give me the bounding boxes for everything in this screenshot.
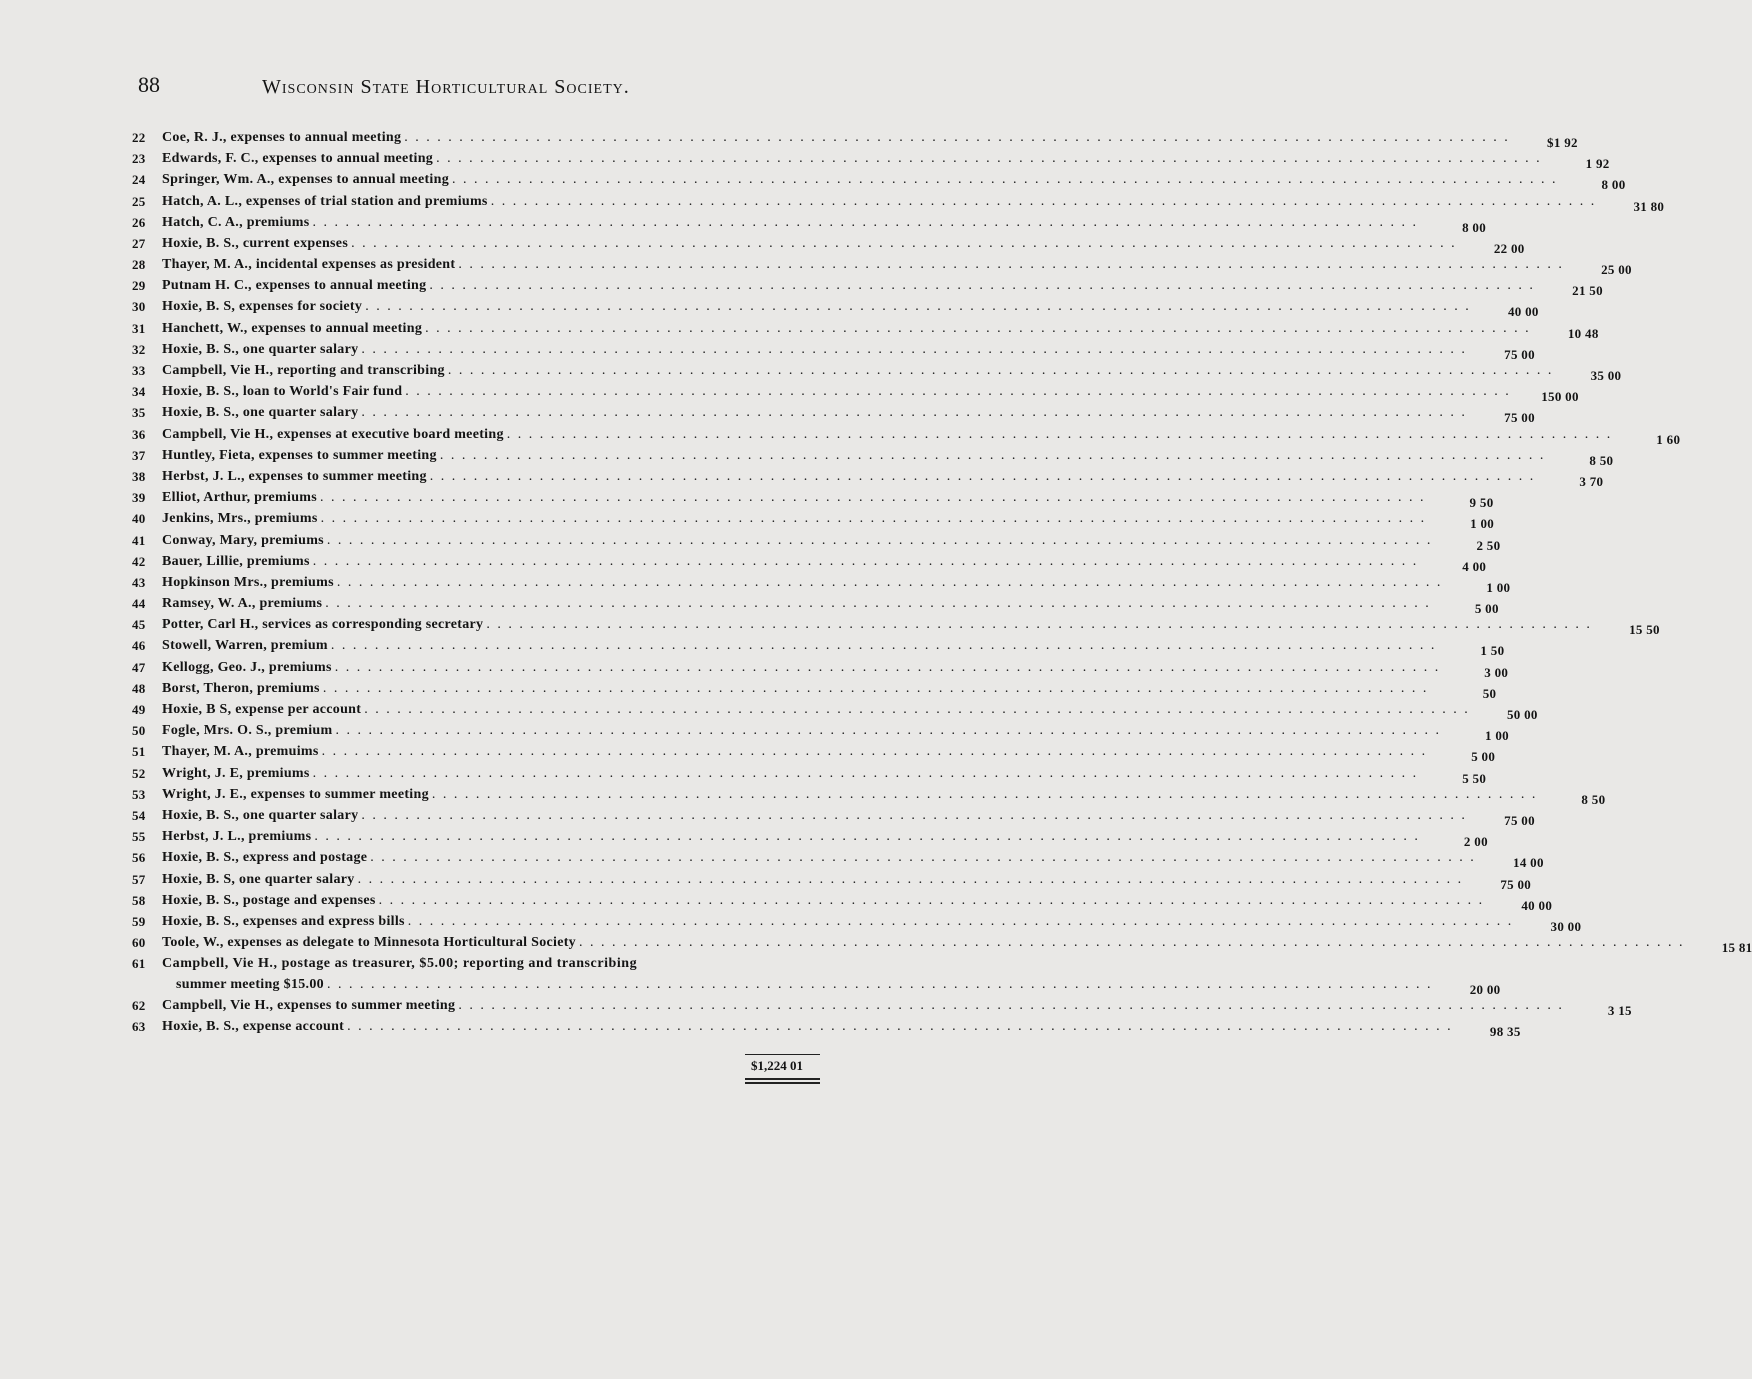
ledger-row — [124, 318, 1599, 341]
ledger-row — [124, 191, 1665, 214]
entry-description: Hoxie, B. S., express and postage — [162, 850, 368, 866]
ledger-row — [124, 530, 1501, 553]
entry-amount: 3 70 — [1579, 473, 1604, 489]
entry-number: 62 — [132, 998, 146, 1014]
dot-leader — [491, 191, 1597, 212]
entry-description: Fogle, Mrs. O. S., premium — [162, 723, 333, 739]
entry-amount: 9 50 — [1469, 495, 1494, 511]
entry-number: 22 — [132, 129, 146, 145]
ledger-row — [124, 233, 1525, 256]
ledger-row — [124, 360, 1622, 384]
entry-description: Campbell, Vie H., reporting and transcribing — [162, 363, 445, 379]
entry-amount: 3 15 — [1607, 1003, 1632, 1019]
page-header — [138, 72, 726, 102]
dot-leader — [347, 1016, 1453, 1037]
dot-leader — [429, 275, 1535, 296]
entry-amount: 4 00 — [1462, 558, 1487, 574]
total-double-rule-lower — [745, 1082, 820, 1084]
dot-leader — [440, 445, 1546, 466]
entry-description-wrap — [162, 678, 1436, 699]
dot-leader — [370, 847, 1476, 868]
dot-leader — [448, 360, 1554, 381]
entry-number: 43 — [132, 574, 146, 590]
entry-number: 42 — [132, 553, 146, 569]
entry-amount: $1 92 — [1547, 134, 1578, 150]
dot-leader — [313, 551, 1419, 572]
dot-leader — [337, 572, 1443, 593]
entry-number: 44 — [132, 596, 146, 612]
entry-amount: 40 00 — [1507, 304, 1539, 320]
entry-description: Stowell, Warren, premium — [162, 638, 328, 654]
entry-description-wrap — [162, 784, 1545, 805]
dot-leader — [313, 763, 1419, 784]
ledger-row — [124, 657, 1509, 680]
dot-leader — [321, 508, 1427, 529]
entry-description-wrap — [162, 318, 1539, 339]
ledger-row — [124, 784, 1606, 807]
ledger-row — [124, 508, 1495, 532]
entry-number: 41 — [132, 532, 146, 548]
entry-description-wrap — [162, 953, 1440, 995]
dot-leader — [379, 890, 1485, 911]
ledger-row — [124, 953, 1501, 998]
entry-description-line2: summer meeting $15.00 — [176, 977, 324, 993]
ledger-row — [124, 826, 1488, 850]
entry-amount: 10 48 — [1567, 325, 1599, 341]
entry-description-wrap — [162, 212, 1426, 233]
dot-leader — [361, 402, 1467, 423]
dot-leader — [365, 296, 1471, 317]
entry-description-wrap — [162, 402, 1475, 423]
ledger-row — [124, 593, 1499, 617]
entry-description-wrap — [162, 826, 1428, 847]
entry-number: 61 — [132, 956, 146, 972]
entry-number: 63 — [132, 1019, 146, 1035]
ledger-row — [124, 169, 1626, 193]
entry-amount: 15 81 — [1721, 940, 1752, 956]
entry-number: 29 — [132, 278, 146, 294]
entry-amount: 75 00 — [1500, 876, 1532, 892]
entry-number: 57 — [132, 871, 146, 887]
entry-amount: 1 50 — [1480, 643, 1505, 659]
entry-amount: 20 00 — [1469, 982, 1501, 998]
entry-description: Hoxie, B. S., expense account — [162, 1019, 345, 1035]
entry-description: Hatch, C. A., premiums — [162, 214, 310, 230]
entry-number: 59 — [132, 913, 146, 929]
entry-amount: 21 50 — [1572, 283, 1603, 299]
entry-amount: 1 92 — [1585, 156, 1610, 172]
entry-description-wrap — [162, 508, 1434, 529]
entry-amount: 3 00 — [1484, 664, 1509, 680]
entry-number: 24 — [132, 172, 146, 188]
entry-number: 30 — [132, 299, 146, 315]
entry-description: Toole, W., expenses as delegate to Minnesota Horticultural Society — [162, 935, 576, 951]
entry-description: Hoxie, B. S, one quarter salary — [162, 871, 355, 887]
ledger-row — [124, 720, 1509, 744]
dot-leader — [313, 212, 1419, 233]
entry-amount: 98 35 — [1489, 1024, 1521, 1040]
entry-amount: 14 00 — [1513, 855, 1544, 871]
entry-description: Bauer, Lillie, premiums — [162, 553, 310, 569]
ledger-row — [124, 741, 1496, 765]
dot-leader — [452, 169, 1558, 190]
entry-description: Hoxie, B. S., one quarter salary — [162, 341, 359, 357]
entry-number: 26 — [132, 214, 146, 230]
entry-description-wrap — [162, 932, 1692, 953]
entry-description: Campbell, Vie H., expenses at executive board meeting — [162, 426, 504, 442]
entry-number: 55 — [132, 829, 146, 845]
dot-leader — [335, 657, 1441, 678]
dot-leader — [331, 635, 1437, 656]
entry-description-wrap — [162, 466, 1543, 487]
entry-description-wrap — [162, 148, 1550, 169]
entry-number: 31 — [132, 320, 146, 336]
entry-description: Herbst, J. L., expenses to summer meeting — [162, 468, 427, 484]
dot-leader — [364, 699, 1470, 720]
dot-leader — [507, 424, 1613, 445]
ledger-row — [124, 551, 1487, 574]
entry-amount: 5 50 — [1462, 770, 1487, 786]
entry-description: Huntley, Fieta, expenses to summer meeting — [162, 447, 437, 463]
entry-amount: 2 50 — [1476, 537, 1501, 553]
entry-amount: 1 00 — [1470, 516, 1495, 532]
ledger-row — [124, 869, 1532, 892]
ledger-row — [124, 381, 1579, 405]
entry-description: Hoxie, B. S., postage and expenses — [162, 892, 376, 908]
entry-amount: 150 00 — [1541, 389, 1579, 405]
dot-leader — [486, 614, 1592, 635]
entry-number: 46 — [132, 638, 146, 654]
entry-description: Edwards, F. C., expenses to annual meeting — [162, 151, 434, 167]
entry-description-wrap — [162, 805, 1475, 826]
entry-description: Thayer, M. A., premuims — [162, 744, 319, 760]
entry-number: 34 — [132, 384, 146, 400]
dot-leader — [405, 381, 1511, 402]
entry-description-wrap — [162, 445, 1553, 466]
entry-amount: 8 00 — [1462, 219, 1487, 235]
entry-description: Ramsey, W. A., premiums — [162, 596, 323, 612]
entry-description-wrap — [162, 191, 1604, 212]
entry-amount: 75 00 — [1504, 812, 1535, 828]
entry-amount: 8 50 — [1581, 791, 1606, 807]
ledger-row — [124, 424, 1681, 447]
ledger-row — [124, 847, 1544, 871]
entry-amount: 22 00 — [1493, 240, 1525, 256]
entry-description-wrap — [162, 593, 1439, 614]
entry-description: Hoxie, B. S., one quarter salary — [162, 807, 359, 823]
ledger-row — [124, 212, 1487, 235]
entry-description-wrap — [162, 127, 1518, 148]
entry-description: Potter, Carl H., services as corresponding secretary — [162, 617, 484, 633]
ledger-row — [124, 678, 1497, 701]
dot-leader — [314, 826, 1420, 847]
entry-amount: 5 00 — [1474, 601, 1499, 617]
entry-amount: 1 00 — [1486, 579, 1511, 595]
dot-leader — [430, 466, 1536, 487]
entry-description: Kellogg, Geo. J., premiums — [162, 659, 332, 675]
entry-amount: 1 60 — [1656, 431, 1681, 447]
entry-amount: 75 00 — [1504, 410, 1535, 426]
entry-amount: 35 00 — [1590, 368, 1622, 384]
entry-description: Coe, R. J., expenses to annual meeting — [162, 129, 402, 145]
ledger-row — [124, 297, 1539, 320]
entry-amount: 30 00 — [1550, 918, 1582, 934]
dot-leader — [325, 593, 1431, 614]
entry-number: 45 — [132, 617, 146, 633]
entry-description-wrap — [162, 995, 1572, 1016]
ledger-row — [124, 805, 1535, 828]
entry-description-wrap — [162, 869, 1471, 890]
ledger-row — [124, 148, 1610, 172]
entry-description: Hopkinson Mrs., premiums — [162, 574, 334, 590]
ledger-row — [124, 445, 1614, 468]
dot-leader — [320, 487, 1426, 508]
ledger-row — [124, 402, 1535, 426]
entry-amount: 50 00 — [1506, 707, 1538, 723]
ledger-row — [124, 254, 1632, 278]
entry-description-wrap — [162, 572, 1450, 593]
entry-amount: 15 50 — [1629, 622, 1660, 638]
dot-leader — [335, 720, 1441, 741]
entry-description: Conway, Mary, premiums — [162, 532, 324, 548]
entry-description-wrap — [162, 635, 1444, 656]
ledger-row — [124, 636, 1505, 659]
dot-leader — [579, 932, 1685, 953]
entry-number: 56 — [132, 850, 146, 866]
entry-number: 53 — [132, 786, 146, 802]
entry-number: 33 — [132, 363, 146, 379]
entry-description: Springer, Wm. A., expenses to annual meeting — [162, 172, 449, 188]
dot-leader — [322, 741, 1428, 762]
entry-description-wrap — [162, 424, 1620, 445]
entry-description-wrap — [162, 657, 1448, 678]
entry-amount: 8 50 — [1589, 452, 1614, 468]
entry-number: 48 — [132, 680, 146, 696]
entry-description: Herbst, J. L., premiums — [162, 829, 312, 845]
entry-amount: 25 00 — [1601, 262, 1632, 278]
entry-amount: 2 00 — [1463, 834, 1488, 850]
entry-number: 54 — [132, 807, 146, 823]
running-title: Wisconsin State Horticultural Society. — [262, 76, 630, 98]
entry-amount: 40 00 — [1521, 897, 1553, 913]
entry-description-wrap — [162, 847, 1484, 868]
entry-description-wrap — [162, 530, 1440, 551]
entry-description-wrap — [162, 381, 1519, 402]
entry-description: Wright, J. E, premiums — [162, 765, 310, 781]
entry-number: 52 — [132, 765, 146, 781]
entry-number: 47 — [132, 659, 146, 675]
entry-number: 36 — [132, 426, 146, 442]
entry-description-wrap — [162, 720, 1449, 741]
entry-amount: 5 00 — [1471, 749, 1496, 765]
entry-number: 38 — [132, 468, 146, 484]
entry-number: 60 — [132, 935, 146, 951]
entry-number: 50 — [132, 723, 146, 739]
ledger-row — [124, 890, 1553, 913]
entry-description-wrap — [162, 699, 1478, 720]
entry-description: Hoxie, B. S., current expenses — [162, 235, 349, 251]
dot-leader — [327, 974, 1433, 995]
entry-description-wrap — [162, 296, 1479, 317]
entry-number: 51 — [132, 744, 146, 760]
entry-number: 49 — [132, 702, 146, 718]
entry-description-wrap — [162, 911, 1521, 932]
entry-amount: 75 00 — [1504, 346, 1535, 362]
total-rule-top — [745, 1054, 820, 1055]
entry-description: Wright, J. E., expenses to summer meeting — [162, 786, 429, 802]
ledger-row — [124, 339, 1535, 362]
entry-description-wrap — [162, 360, 1561, 381]
dot-leader — [458, 254, 1564, 275]
entry-number: 32 — [132, 341, 146, 357]
entry-number: 27 — [132, 235, 146, 251]
total-double-rule — [745, 1078, 820, 1080]
entry-description: Putnam H. C., expenses to annual meeting — [162, 278, 427, 294]
ledger-row — [124, 487, 1494, 511]
entry-description-wrap — [162, 254, 1572, 275]
entry-description-wrap — [162, 1016, 1461, 1037]
entry-description-wrap — [162, 551, 1426, 572]
dot-leader — [323, 678, 1429, 699]
entry-description: Borst, Theron, premiums — [162, 680, 320, 696]
entry-description-wrap — [162, 169, 1566, 190]
ledger-row — [124, 1017, 1521, 1040]
entry-description-wrap — [162, 741, 1435, 762]
dot-leader — [432, 784, 1538, 805]
entry-description-wrap — [162, 614, 1600, 635]
entry-amount: 1 00 — [1485, 728, 1509, 744]
ledger-row — [124, 763, 1487, 786]
entry-description-wrap — [162, 890, 1492, 911]
entry-description: Hoxie, B. S., loan to World's Fair fund — [162, 384, 403, 400]
entry-description: Hoxie, B S, expense per account — [162, 702, 362, 718]
dot-leader — [351, 233, 1457, 254]
entry-amount: 8 00 — [1601, 177, 1626, 193]
entry-description: Hanchett, W., expenses to annual meeting — [162, 320, 423, 336]
entry-description-wrap — [162, 233, 1465, 254]
ledger-row — [124, 466, 1604, 489]
entry-number: 28 — [132, 257, 146, 273]
entry-description-wrap — [162, 763, 1426, 784]
entry-description-wrap — [162, 339, 1475, 360]
total-amount: $1,224 01 — [751, 1058, 803, 1073]
entry-description: Campbell, Vie H., postage as treasurer, $5.00; reporting and transcribing — [162, 956, 638, 972]
ledger-row — [124, 699, 1538, 723]
dot-leader — [361, 805, 1467, 826]
dot-leader — [404, 127, 1510, 148]
dot-leader — [436, 148, 1542, 169]
entry-number: 23 — [132, 151, 146, 167]
page-number: 88 — [138, 72, 160, 97]
entry-description: Elliot, Arthur, premiums — [162, 490, 317, 506]
entry-description: Hatch, A. L., expenses of trial station and premiums — [162, 193, 488, 209]
entry-number: 37 — [132, 447, 146, 463]
entry-number: 35 — [132, 405, 146, 421]
ledger-row — [124, 911, 1582, 934]
ledger-row — [124, 932, 1752, 956]
dot-leader — [358, 869, 1464, 890]
entry-number: 58 — [132, 892, 146, 908]
entry-description-wrap — [162, 487, 1434, 508]
dot-leader — [458, 995, 1564, 1016]
dot-leader — [408, 911, 1514, 932]
entry-number: 25 — [132, 193, 146, 209]
entry-description-wrap — [162, 275, 1543, 296]
dot-leader — [425, 318, 1531, 339]
entry-description: Hoxie, B. S, expenses for society — [162, 299, 363, 315]
entry-amount: 50 — [1482, 685, 1497, 701]
total-block — [745, 1054, 825, 1088]
entry-number: 40 — [132, 511, 146, 527]
entry-description: Thayer, M. A., incidental expenses as president — [162, 257, 456, 273]
ledger-row — [124, 614, 1660, 638]
entry-description: Hoxie, B. S., one quarter salary — [162, 405, 359, 421]
entry-description: Campbell, Vie H., expenses to summer meeting — [162, 998, 456, 1014]
dot-leader — [327, 530, 1433, 551]
expense-ledger — [124, 127, 1752, 1040]
ledger-row — [124, 127, 1578, 150]
entry-amount: 31 80 — [1633, 198, 1665, 214]
ledger-row — [124, 572, 1511, 595]
dot-leader — [361, 339, 1467, 360]
entry-description-continued — [162, 974, 1432, 995]
entry-number: 39 — [132, 490, 146, 506]
entry-description: Hoxie, B. S., expenses and express bills — [162, 913, 405, 929]
ledger-row — [124, 275, 1603, 299]
entry-description: Jenkins, Mrs., premiums — [162, 511, 318, 527]
ledger-row — [124, 995, 1632, 1019]
